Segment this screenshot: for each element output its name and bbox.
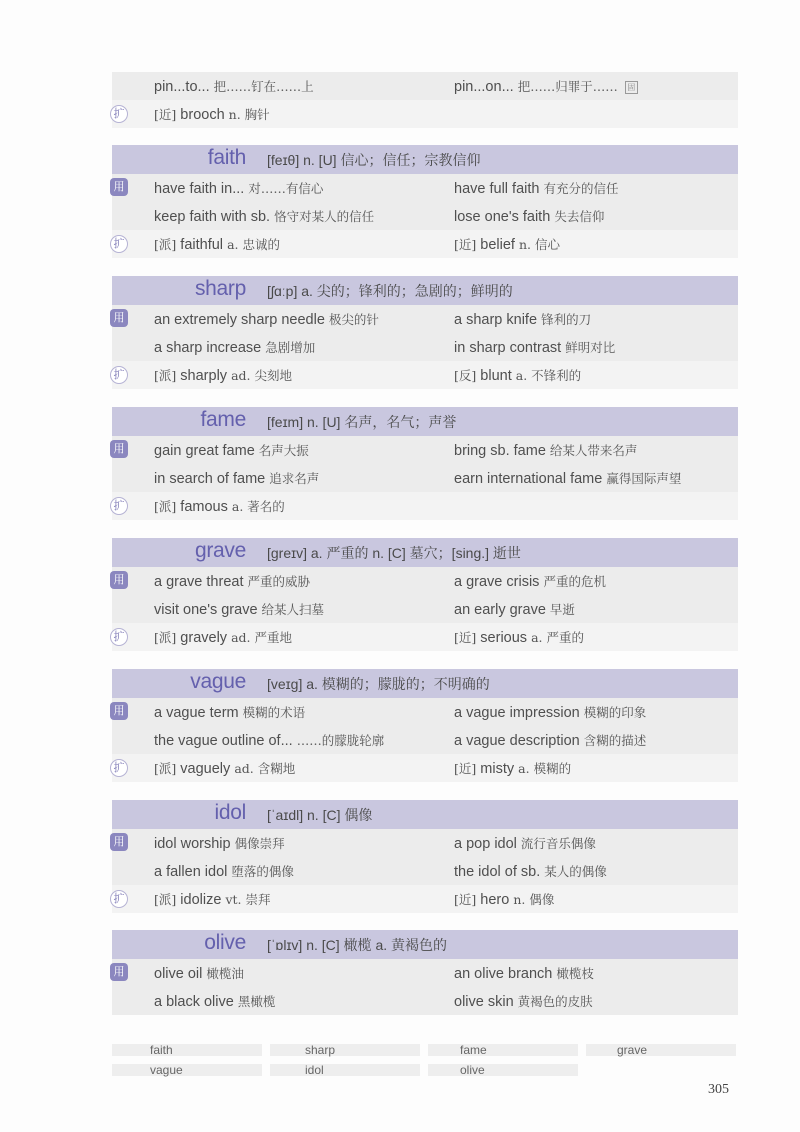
extension-badge-icon: 扩 [110,628,128,646]
derivative-row [112,361,738,389]
phrase: pin...on... [454,79,514,95]
phrase: a grave crisis [454,574,540,590]
translation: 流行音乐偶像 [520,836,596,851]
headword: idol [214,801,246,824]
review-checklist [112,1040,738,1084]
entry-header [112,145,738,174]
usage-badge-icon: 用 [110,571,128,589]
relation-tag: [派] [154,892,177,907]
phrase: vaguely [180,761,231,777]
collocation-row [112,305,738,333]
translation: n. 信心 [519,237,560,252]
translation: ad. 严重地 [231,630,292,645]
frequency-mark-icon: 固 [625,81,638,94]
collocation-right [454,338,615,356]
phrase: gravely [180,630,228,646]
headword: faith [207,146,246,169]
collocation-left [154,338,315,356]
collocation-row [112,829,738,857]
collocation-right [454,759,571,777]
collocation-row [112,959,738,987]
collocation-right [454,207,604,225]
derivative-row [112,754,738,782]
entry-header [112,407,738,436]
translation: 把……钉在……上 [213,79,314,94]
collocation-left [154,862,294,880]
phrase: misty [480,761,515,777]
collocation-right [454,366,581,384]
headword: sharp [194,277,246,300]
relation-tag: [近] [454,630,477,645]
translation: 含糊的描述 [583,733,647,748]
derivative-row [112,885,738,913]
headword: vague [190,670,246,693]
checklist-word: vague [150,1063,183,1077]
collocation-row [112,174,738,202]
collocation-left [154,703,305,721]
collocation-row [112,436,738,464]
collocation-left [154,310,379,328]
headword: grave [194,539,246,562]
collocation-right [454,77,638,95]
phrase: idol worship [154,836,231,852]
relation-tag: [近] [154,107,177,122]
collocation-right [454,628,584,646]
phrase: a pop idol [454,836,517,852]
relation-tag: [派] [154,368,177,383]
derivative-row [112,492,738,520]
phrase: a fallen idol [154,864,228,880]
collocation-left [154,759,295,777]
extension-badge-icon: 扩 [110,759,128,777]
phrase: an olive branch [454,966,553,982]
collocation-row [112,72,738,100]
collocation-left [154,572,310,590]
page-number: 305 [708,1082,729,1097]
phrase: the idol of sb. [454,864,541,880]
relation-tag: [反] [454,368,477,383]
translation: a. 忠诚的 [227,237,280,252]
definition: [ˈaɪdl] n. [C] 偶像 [267,807,373,823]
translation: ad. 尖刻地 [231,368,292,383]
collocation-right [454,862,607,880]
collocation-right [454,703,646,721]
translation: 给某人带来名声 [549,443,638,458]
collocation-right [454,992,593,1010]
collocation-row [112,857,738,885]
usage-badge-icon: 用 [110,440,128,458]
entry-header [112,669,738,698]
previous-entry-continuation [112,72,738,128]
entry-vague [112,669,738,782]
derivative-row [112,230,738,258]
entry-grave [112,538,738,651]
collocation-left [154,497,285,515]
phrase: gain great fame [154,443,255,459]
translation: 黄褐色的皮肤 [517,994,593,1009]
phrase: an extremely sharp needle [154,312,325,328]
translation: a. 严重的 [531,630,584,645]
phrase: lose one's faith [454,209,551,225]
translation: 极尖的针 [328,312,379,327]
translation: 给某人扫墓 [261,602,325,617]
phrase: pin...to... [154,79,210,95]
collocation-left [154,207,374,225]
relation-tag: [近] [454,892,477,907]
usage-badge-icon: 用 [110,833,128,851]
definition: [veɪg] a. 模糊的；朦胧的；不明确的 [267,676,490,692]
translation: vt. 崇拜 [225,892,271,907]
translation: 失去信仰 [554,209,605,224]
collocation-right [454,890,554,908]
entry-header [112,538,738,567]
derivative-row [112,623,738,651]
translation: 追求名声 [269,471,320,486]
phrase: a sharp knife [454,312,538,328]
translation: 名声大振 [258,443,309,458]
translation: 严重的威胁 [247,574,311,589]
collocation-right [454,469,681,487]
phrase: a grave threat [154,574,244,590]
extension-badge-icon: 扩 [110,235,128,253]
collocation-right [454,310,591,328]
entry-header [112,800,738,829]
phrase: the vague outline of... [154,733,293,749]
translation: 早逝 [549,602,575,617]
phrase: a vague description [454,733,580,749]
collocation-left [154,179,323,197]
checklist-word: fame [460,1043,487,1057]
phrase: keep faith with sb. [154,209,271,225]
collocation-row [112,567,738,595]
translation: 堕落的偶像 [231,864,294,879]
translation: a. 模糊的 [518,761,572,776]
collocation-left [154,992,275,1010]
phrase: olive skin [454,994,514,1010]
phrase: idolize [180,892,222,908]
translation: 急剧增加 [265,340,316,355]
usage-badge-icon: 用 [110,963,128,981]
phrase: have full faith [454,181,540,197]
headword: fame [200,408,246,431]
collocation-row [112,333,738,361]
related-word [154,105,270,123]
word: brooch [180,107,225,123]
phrase: bring sb. fame [454,443,546,459]
collocation-right [454,179,619,197]
phrase: faithful [180,237,224,253]
checklist-word: faith [150,1043,173,1057]
translation: 恪守对某人的信任 [274,209,375,224]
usage-badge-icon: 用 [110,178,128,196]
relation-tag: [派] [154,237,177,252]
entry-header [112,930,738,959]
collocation-right [454,731,646,749]
phrase: visit one's grave [154,602,258,618]
phrase: a black olive [154,994,234,1010]
translation: a. 著名的 [231,499,285,514]
entry-idol [112,800,738,913]
checklist-word: olive [460,1063,485,1077]
usage-badge-icon: 用 [110,702,128,720]
definition: [feɪθ] n. [U] 信心；信任；宗教信仰 [267,152,481,168]
relation-tag: [派] [154,499,177,514]
translation: 橄榄油 [206,966,244,981]
translation: n. 偶像 [513,892,555,907]
extension-badge-icon: 扩 [110,366,128,384]
extension-badge-icon: 扩 [110,890,128,908]
phrase: hero [480,892,510,908]
translation: ad. 含糊地 [234,761,296,776]
translation: 对……有信心 [248,181,324,196]
translation: n. 胸针 [228,107,270,122]
derivative-row [112,100,738,128]
collocation-right [454,964,594,982]
translation: a. 不锋利的 [515,368,582,383]
collocation-row [112,464,738,492]
relation-tag: [近] [454,237,477,252]
collocation-left [154,628,292,646]
phrase: serious [480,630,528,646]
translation: 有充分的信任 [543,181,619,196]
translation: 鲜明对比 [565,340,616,355]
relation-tag: [派] [154,630,177,645]
phrase: blunt [480,368,512,384]
translation: 模糊的术语 [242,705,306,720]
phrase: have faith in... [154,181,245,197]
phrase: famous [180,499,228,515]
extension-badge-icon: 扩 [110,497,128,515]
collocation-row [112,726,738,754]
translation: 把……归罪于…… [517,79,618,94]
entry-sharp [112,276,738,389]
collocation-right [454,235,560,253]
phrase: olive oil [154,966,203,982]
phrase: a sharp increase [154,340,262,356]
phrase: in search of fame [154,471,266,487]
checklist-word: grave [617,1043,648,1057]
relation-tag: [派] [154,761,177,776]
collocation-left [154,441,309,459]
translation: 锋利的刀 [541,312,592,327]
collocation-left [154,890,270,908]
collocation-row [112,202,738,230]
headword: olive [204,931,246,954]
phrase: sharply [180,368,228,384]
collocation-right [454,441,637,459]
usage-badge-icon: 用 [110,309,128,327]
definition: [feɪm] n. [U] 名声，名气；声誉 [267,414,457,430]
translation: 严重的危机 [543,574,606,589]
relation-tag: [近] [454,761,477,776]
translation: 橄榄枝 [556,966,594,981]
translation: 模糊的印象 [583,705,647,720]
phrase: belief [480,237,515,253]
collocation-left [154,834,285,852]
collocation-row [112,595,738,623]
translation: 黑橄榄 [237,994,276,1009]
collocation-row [112,698,738,726]
definition: [ˈɒlɪv] n. [C] 橄榄 a. 黄褐色的 [267,937,448,953]
entry-olive [112,930,738,1015]
entry-faith [112,145,738,258]
checklist-word: sharp [305,1043,336,1057]
collocation-right [454,834,596,852]
collocation-right [454,600,575,618]
entry-fame [112,407,738,520]
phrase: a vague term [154,705,239,721]
collocation-left [154,964,244,982]
collocation-left [154,600,324,618]
translation: 偶像崇拜 [234,836,285,851]
checklist-word: idol [305,1063,324,1077]
collocation-left [154,469,319,487]
entry-header [112,276,738,305]
definition: [greɪv] a. 严重的 n. [C] 墓穴；[sing.] 逝世 [267,545,521,561]
translation: 某人的偶像 [544,864,607,879]
phrase: earn international fame [454,471,603,487]
definition: [ʃɑːp] a. 尖的；锋利的；急剧的；鲜明的 [267,283,513,299]
phrase: in sharp contrast [454,340,562,356]
translation: ……的朦胧轮廓 [296,733,385,748]
collocation-right [454,572,606,590]
collocation-left [154,366,292,384]
collocation-left [154,77,314,95]
extension-badge-icon: 扩 [110,105,128,123]
collocation-left [154,235,280,253]
collocation-left [154,731,384,749]
phrase: an early grave [454,602,546,618]
collocation-row [112,987,738,1015]
phrase: a vague impression [454,705,580,721]
translation: 赢得国际声望 [606,471,682,486]
